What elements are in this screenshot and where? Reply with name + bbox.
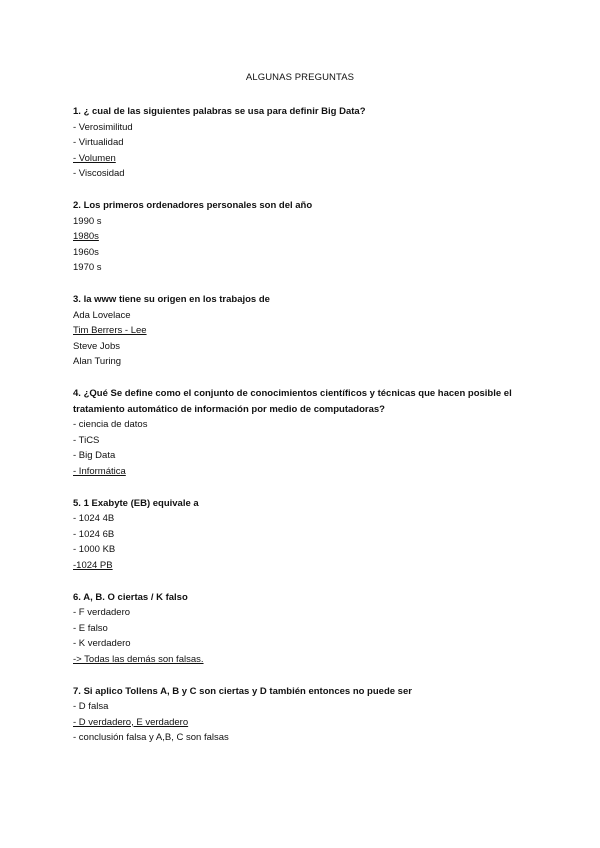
document-title: ALGUNAS PREGUNTAS	[245, 72, 355, 83]
question-prompt: ¿Qué Se define como el conjunto de conocimientos científicos y técnicas que hacen posible el tratamiento automático de información por medio de computadoras?	[73, 388, 512, 415]
answer-option-correct: -1024 PB	[73, 559, 113, 571]
answer-option: - 1000 KB	[73, 544, 116, 555]
answer-option: - TiCS	[73, 434, 100, 446]
answer-option: - 1024 4B	[73, 513, 115, 524]
answer-option: 1970 s	[73, 262, 102, 273]
question-block	[73, 590, 533, 668]
answer-option: - 1024 6B	[73, 528, 115, 540]
question-block	[73, 292, 533, 370]
answer-option: - ciencia de datos	[73, 419, 148, 430]
question-text	[73, 496, 533, 512]
answer-option-correct: - Informática	[73, 465, 126, 477]
answer-options	[73, 699, 533, 746]
question-text	[73, 386, 533, 417]
question-prompt: ¿ cual de las siguientes palabras se usa para definir Big Data?	[83, 106, 366, 117]
question-block	[73, 104, 533, 182]
question-number: 5.	[73, 497, 81, 509]
answer-option: - Viscosidad	[73, 168, 125, 179]
answer-option: - F verdadero	[73, 607, 131, 618]
answer-option-correct: - D verdadero, E verdadero	[73, 716, 189, 728]
question-prompt: A, B. O ciertas / K falso	[83, 591, 188, 603]
answer-option: - K verdadero	[73, 638, 131, 649]
answer-options	[73, 120, 533, 182]
question-block	[73, 684, 533, 746]
question-prompt: Los primeros ordenadores personales son del año	[83, 200, 313, 211]
answer-option: - Verosimilitud	[73, 121, 133, 133]
question-number: 1.	[73, 106, 81, 117]
question-block	[73, 496, 533, 574]
answer-option-correct: Tim Berrers - Lee	[73, 325, 147, 336]
answer-option-correct: -> Todas las demás son falsas.	[73, 653, 204, 665]
question-text	[73, 292, 533, 308]
question-block	[73, 198, 533, 276]
question-text	[73, 104, 533, 120]
question-number: 2.	[73, 200, 81, 211]
question-prompt: la www tiene su origen en los trabajos de	[83, 294, 270, 305]
answer-options	[73, 511, 533, 573]
question-list	[73, 104, 533, 762]
answer-options	[73, 308, 533, 370]
question-block	[73, 386, 533, 479]
answer-option-correct: 1980s	[73, 231, 99, 242]
question-prompt: Si aplico Tollens A, B y C son ciertas y D también entonces no puede ser	[83, 685, 412, 697]
question-number: 6.	[73, 591, 81, 603]
question-prompt: 1 Exabyte (EB) equivale a	[83, 497, 199, 509]
answer-options	[73, 417, 533, 479]
question-text	[73, 590, 533, 606]
answer-option: 1960s	[73, 246, 99, 258]
question-number: 7.	[73, 685, 81, 697]
answer-option: Alan Turing	[73, 356, 122, 367]
answer-option: Ada Lovelace	[73, 309, 131, 321]
answer-options	[73, 605, 533, 667]
answer-option: Steve Jobs	[73, 340, 120, 352]
answer-options	[73, 214, 533, 276]
answer-option: 1990 s	[73, 215, 102, 227]
question-text	[73, 684, 533, 700]
answer-option: - Big Data	[73, 450, 116, 461]
question-text	[73, 198, 533, 214]
answer-option: - D falsa	[73, 701, 109, 712]
question-number: 3.	[73, 294, 81, 305]
answer-option: - Virtualidad	[73, 137, 124, 148]
answer-option: - conclusión falsa y A,B, C son falsas	[73, 732, 229, 743]
answer-option-correct: - Volumen	[73, 152, 116, 164]
answer-option: - E falso	[73, 622, 108, 634]
question-number: 4.	[73, 388, 81, 399]
